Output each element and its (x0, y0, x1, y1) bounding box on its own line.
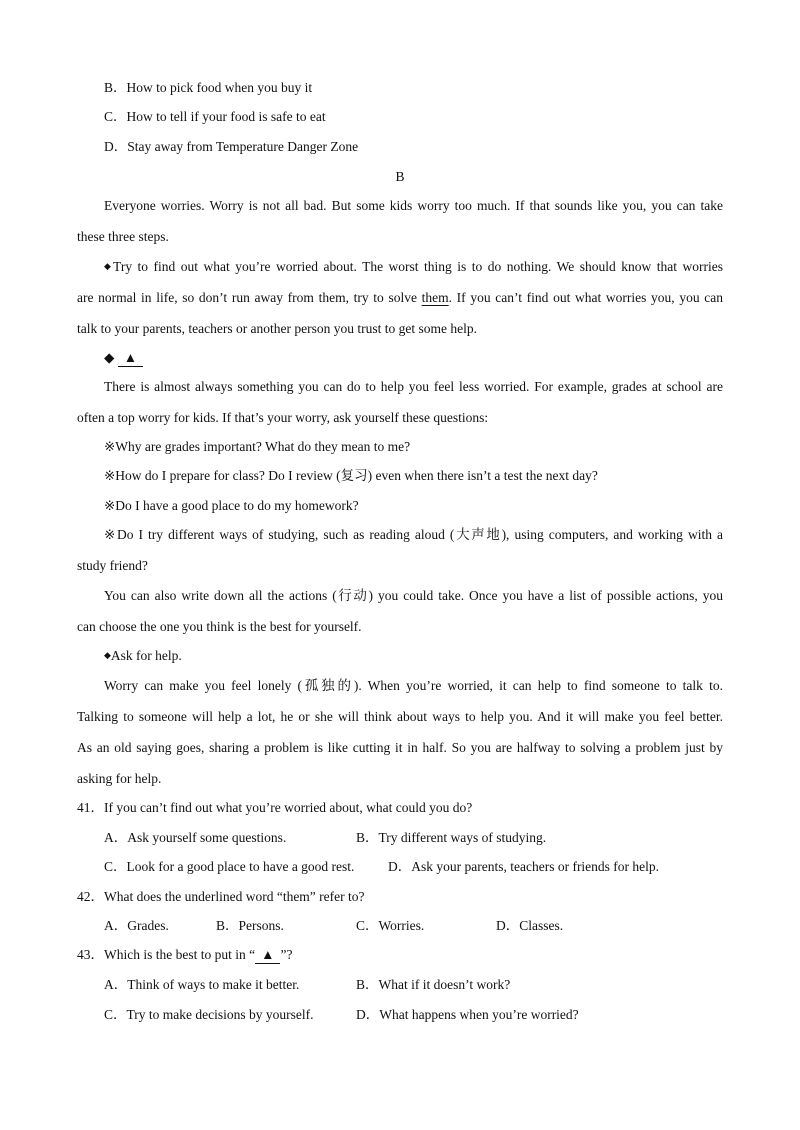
passage-p4-line3: As an old saying goes, sharing a problem is like cutting it in half. So you are halfway to solving a problem just by (77, 740, 723, 755)
blank-triangle-icon: ▲ (255, 947, 280, 964)
step1-line2-b: . If you can’t find out what worries you, you can (448, 290, 724, 305)
bullet-diamond-icon: ◆ (104, 350, 115, 365)
question-42-option-a[interactable]: A．Grades. (104, 918, 169, 933)
passage-p2-line2: often a top worry for kids. If that’s your worry, ask yourself these questions: (77, 410, 489, 425)
step1-text: Try to find out what you’re worried about. The worst thing is to do nothing. We should know that worries (113, 259, 723, 274)
question-42-option-b[interactable]: B．Persons. (216, 918, 284, 933)
question-item-2: ※How do I prepare for class? Do I review (复习) even when there isn’t a test the next day? (104, 468, 598, 483)
question-41-option-d[interactable]: D．Ask your parents, teachers or friends for help. (388, 859, 660, 874)
question-43-stem (77, 946, 292, 964)
question-item-1: ※Why are grades important? What do they mean to me? (104, 439, 411, 454)
passage-p3-line2: can choose the one you think is the best for yourself. (77, 619, 362, 634)
step1-line2 (77, 289, 723, 307)
bullet-diamond-icon: ◆ (104, 261, 114, 271)
question-41-option-a[interactable]: A．Ask yourself some questions. (104, 830, 287, 845)
passage-p4-line4: asking for help. (77, 771, 162, 786)
question-43-stem-a: 43．Which is the best to put in “ (77, 947, 256, 962)
passage-p4-line1: Worry can make you feel lonely (孤独的). When you’re worried, it can help to find someone to talk to. (104, 678, 723, 693)
question-42-option-c[interactable]: C．Worries. (356, 918, 425, 933)
blank-triangle-icon: ▲ (118, 350, 143, 367)
question-item-3: ※Do I have a good place to do my homework? (104, 498, 359, 513)
step3-text: Ask for help. (110, 648, 182, 663)
question-41-option-b[interactable]: B．Try different ways of studying. (356, 830, 547, 845)
prev-option-c: C．How to tell if your food is safe to eat (104, 109, 326, 124)
prev-option-d: D．Stay away from Temperature Danger Zone (104, 139, 359, 154)
question-42-stem: 42．What does the underlined word “them” refer to? (77, 889, 365, 904)
question-43-option-c[interactable]: C．Try to make decisions by yourself. (104, 1007, 314, 1022)
question-41-option-c[interactable]: C．Look for a good place to have a good rest. (104, 859, 355, 874)
question-item-4-line1: ※Do I try different ways of studying, such as reading aloud (大声地), using computers, and working with a (104, 527, 723, 542)
passage-p1-line2: these three steps. (77, 229, 169, 244)
passage-p4-line2: Talking to someone will help a lot, he or she will think about ways to help you. And it will make you feel better. (77, 709, 723, 724)
question-43-stem-b: ”? (280, 947, 293, 962)
passage-p1-line1: Everyone worries. Worry is not all bad. But some kids worry too much. If that sounds like you, you can take (104, 198, 723, 213)
question-41-stem: 41．If you can’t find out what you’re worried about, what could you do? (77, 800, 473, 815)
step1-line3: talk to your parents, teachers or another person you trust to get some help. (77, 321, 478, 336)
section-label: B (395, 169, 405, 184)
step2-heading (104, 349, 143, 367)
question-item-4-line2: study friend? (77, 558, 148, 573)
passage-p2-line1: There is almost always something you can do to help you feel less worried. For example, grades at school are (104, 379, 723, 394)
passage-p3-line1: You can also write down all the actions (行动) you could take. Once you have a list of possible actions, you (104, 588, 723, 603)
question-43-option-b[interactable]: B．What if it doesn’t work? (356, 977, 511, 992)
step1-line2-a: are normal in life, so don’t run away from them, try to solve (77, 290, 422, 305)
question-43-option-a[interactable]: A．Think of ways to make it better. (104, 977, 300, 992)
question-43-option-d[interactable]: D．What happens when you’re worried? (356, 1007, 579, 1022)
step3-heading (104, 647, 182, 666)
bullet-diamond-icon: ◆ (104, 650, 111, 660)
underlined-word-them: them (421, 290, 449, 305)
prev-option-b: B．How to pick food when you buy it (104, 80, 313, 95)
step1-line1 (104, 258, 723, 277)
question-42-option-d[interactable]: D．Classes. (496, 918, 564, 933)
